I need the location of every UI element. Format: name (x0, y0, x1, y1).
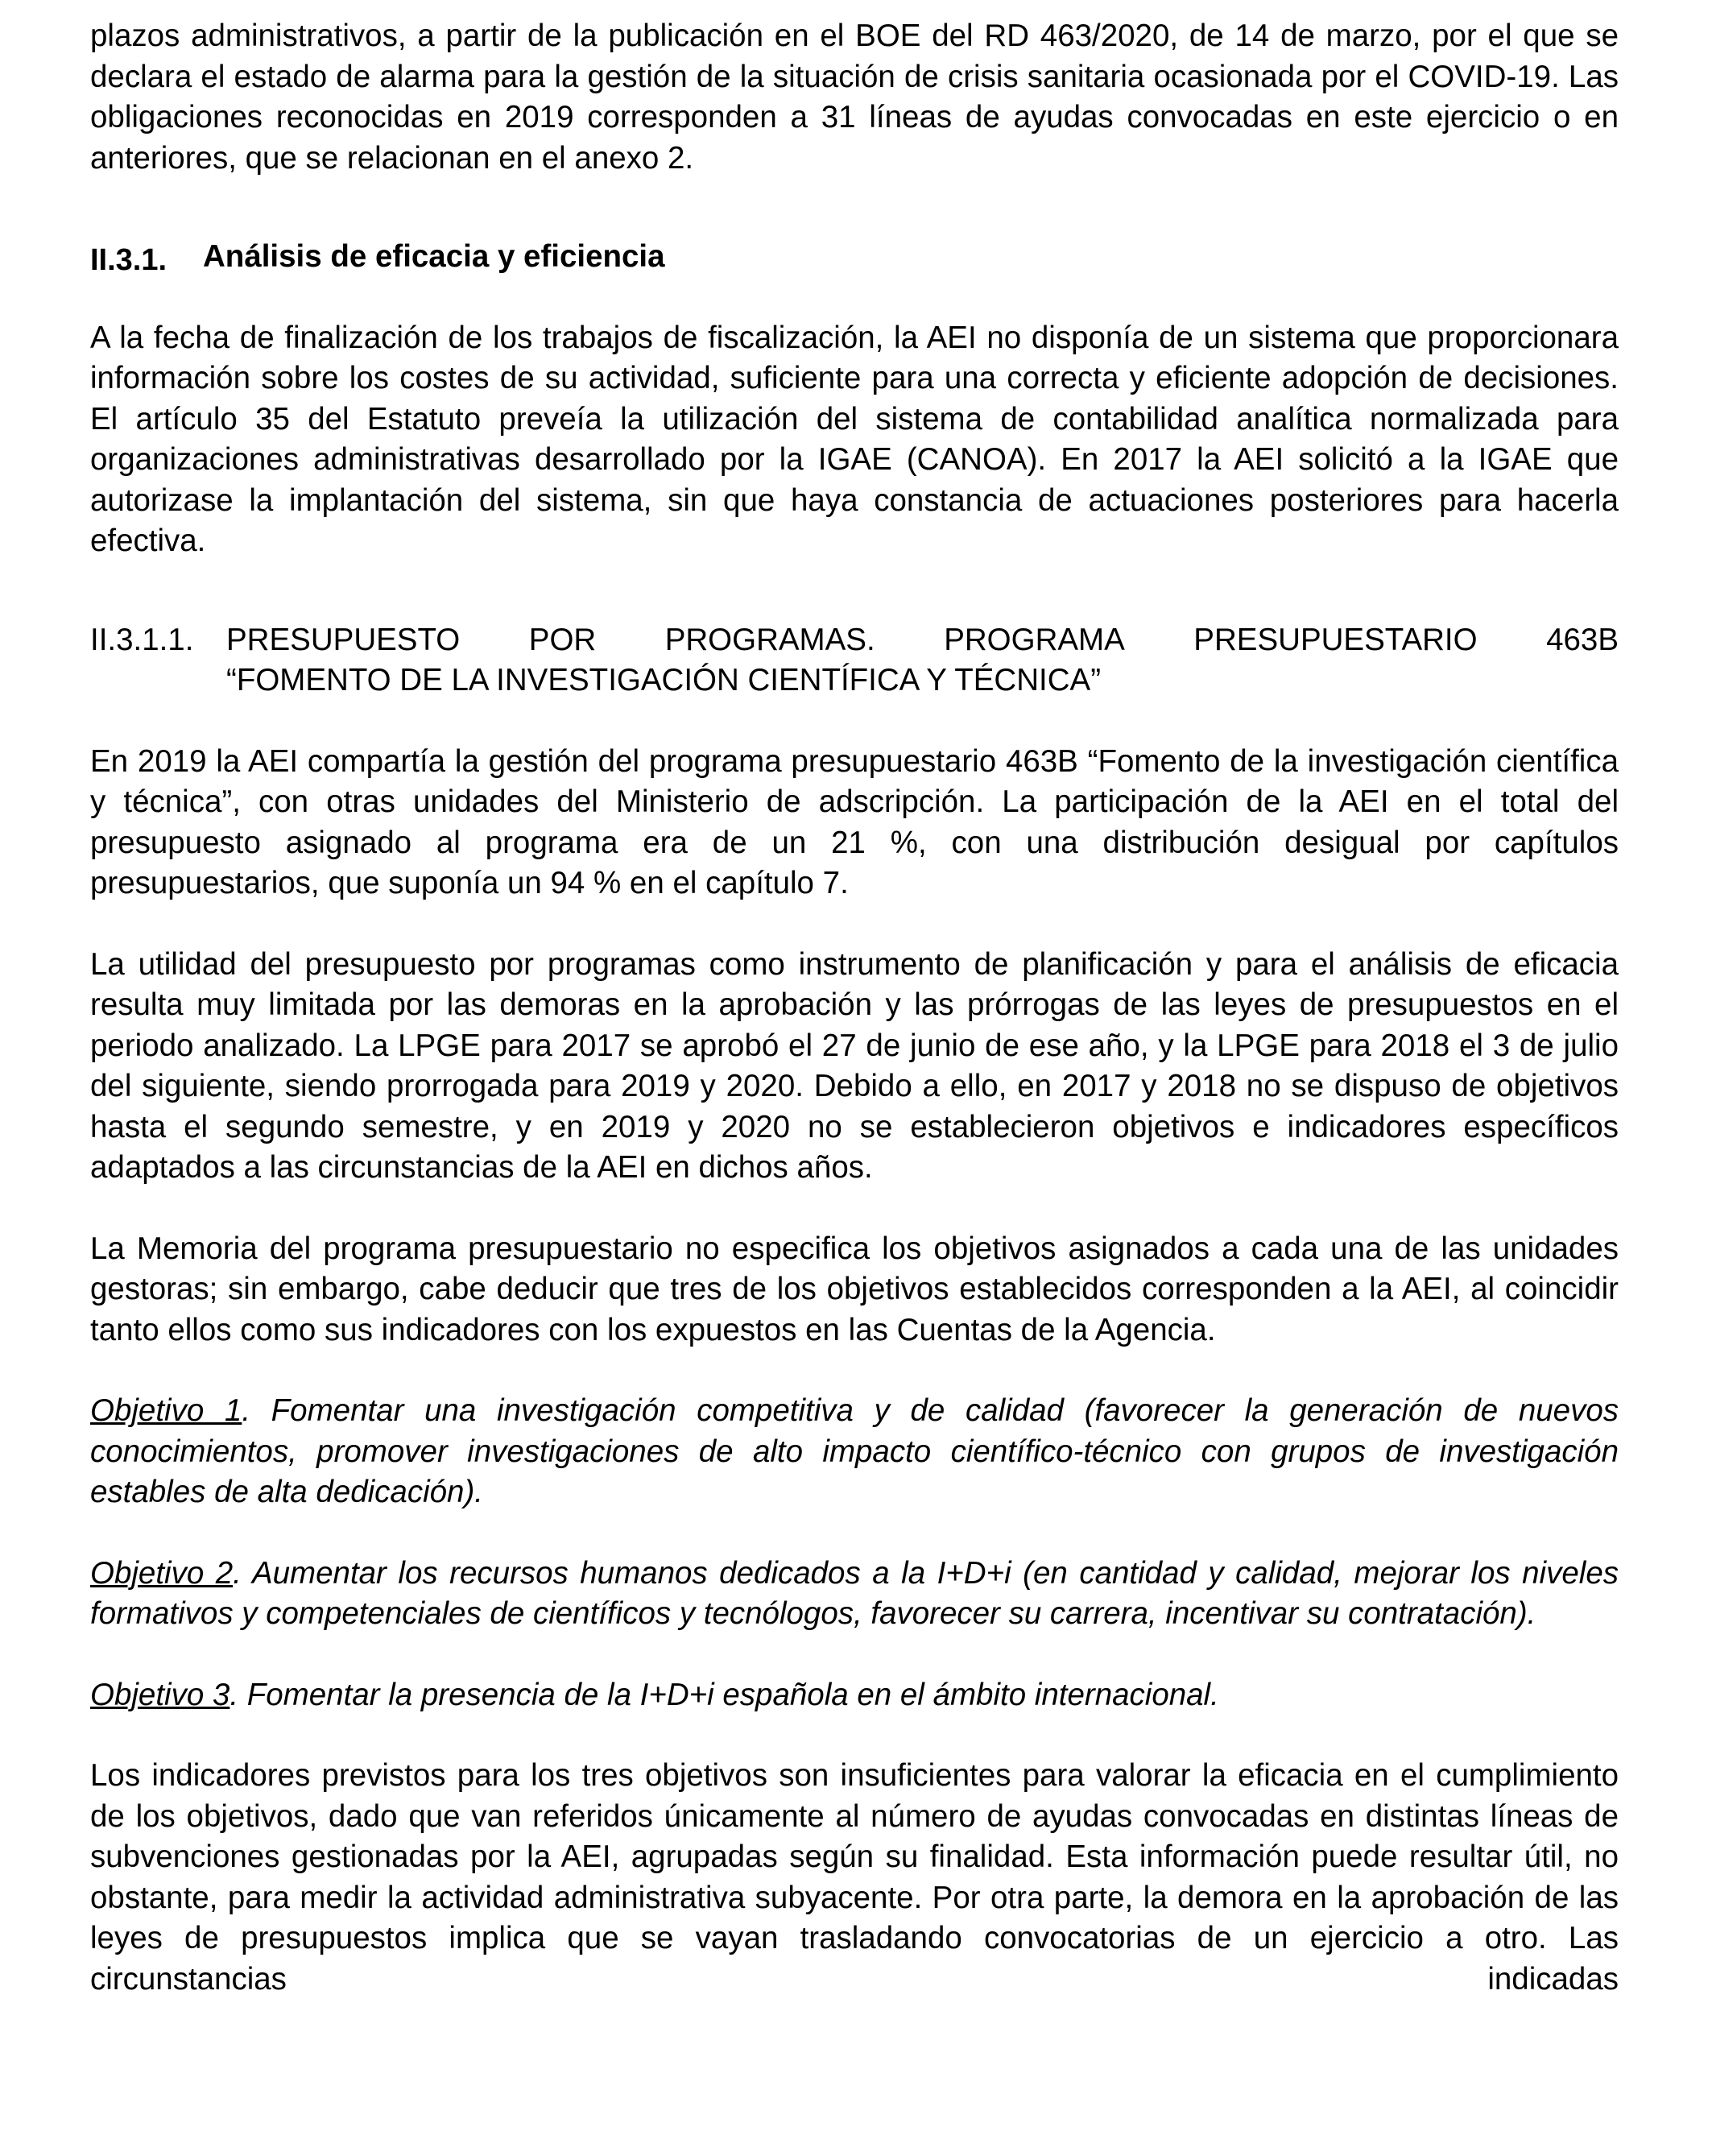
paragraph-programa: En 2019 la AEI compartía la gestión del programa presupuestario 463B “Fomento de la investigación científica y técnica”, con otras unidades del Ministerio de adscripción. La participación de la AEI en el total del presupuesto asignado al programa era de un 21 %, con una distribución desigual por capítulos presupuestarios, que suponía un 94 % en el capítulo 7. (90, 743, 1619, 900)
subsection-heading-title (226, 620, 1619, 701)
document-page (90, 16, 1619, 2000)
paragraph-indicadores: Los indicadores previstos para los tres objetivos son insuficientes para valorar la eficacia en el cumplimiento de los objetivos, dado que van referidos únicamente al número de ayudas convocadas en distintas líneas de subvenciones gestionadas por la AEI, agrupadas según su finalidad. Esta información puede resultar útil, no obstante, para medir la actividad administrativa subyacente. Por otra parte, la demora en la aprobación de las leyes de presupuestos implica que se vayan trasladando convocatorias de un ejercicio a otro. Las circunstancias indicadas (90, 1758, 1619, 1997)
objetivo-3-label: Objetivo 3 (90, 1677, 230, 1712)
section-heading-title: Análisis de eficacia y eficiencia (203, 239, 665, 274)
subsection-heading-number: II.3.1.1. (90, 622, 194, 657)
subsection-heading (90, 620, 1619, 701)
paragraph-eficacia: A la fecha de finalización de los trabajos de fiscalización, la AEI no disponía de un sistema que proporcionara información sobre los costes de su actividad, suficiente para una correcta y eficiente adopción de decisiones. El artículo 35 del Estatuto preveía la utilización del sistema de contabilidad analítica normalizada para organizaciones administrativas desarrollado por la IGAE (CANOA). En 2017 la AEI solicitó a la IGAE que autorizase la implantación del sistema, sin que haya constancia de actuaciones posteriores para hacerla efectiva. (90, 320, 1619, 558)
objetivo-2 (90, 1554, 1619, 1635)
paragraph-utilidad: La utilidad del presupuesto por programas como instrumento de planificación y para el análisis de eficacia resulta muy limitada por las demoras en la aprobación y las prórrogas de las leyes de presupuestos en el periodo analizado. La LPGE para 2017 se aprobó el 27 de junio de ese año, y la LPGE para 2018 el 3 de julio del siguiente, siendo prorrogada para 2019 y 2020. Debido a ello, en 2017 y 2018 no se dispuso de objetivos hasta el segundo semestre, y en 2019 y 2020 no se establecieron objetivos e indicadores específicos adaptados a las circunstancias de la AEI en dichos años. (90, 946, 1619, 1185)
objetivo-2-label: Objetivo 2 (90, 1555, 234, 1591)
objetivo-1 (90, 1391, 1619, 1513)
subsection-heading-word: POR (528, 622, 597, 657)
section-heading-number: II.3.1. (90, 243, 167, 277)
objetivo-1-label: Objetivo 1 (90, 1393, 242, 1428)
objetivo-3-text: . Fomentar la presencia de la I+D+i española en el ámbito internacional. (230, 1677, 1219, 1712)
subsection-heading-line2: “FOMENTO DE LA INVESTIGACIÓN CIENTÍFICA Y TÉCNICA” (226, 663, 1102, 697)
paragraph-intro: plazos administrativos, a partir de la publicación en el BOE del RD 463/2020, de 14 de marzo, por el que se declara el estado de alarma para la gestión de la situación de crisis sanitaria ocasionada por el COVID-19. Las obligaciones reconocidas en 2019 corresponden a 31 líneas de ayudas convocadas en este ejercicio o en anteriores, que se relacionan en el anexo 2. (90, 19, 1619, 176)
subsection-heading-word: 463B (1546, 622, 1619, 657)
paragraph-memoria: La Memoria del programa presupuestario no especifica los objetivos asignados a cada una de las unidades gestoras; sin embargo, cabe deducir que tres de los objetivos establecidos corresponden a la AEI, al coincidir tanto ellos como sus indicadores con los expuestos en las Cuentas de la Agencia. (90, 1231, 1619, 1347)
subsection-heading-word: PROGRAMA (944, 622, 1125, 657)
subsection-heading-word: PRESUPUESTARIO (1193, 622, 1478, 657)
objetivo-3 (90, 1675, 1619, 1716)
subsection-heading-word: PROGRAMAS. (664, 622, 875, 657)
objetivo-1-text: . Fomentar una investigación competitiva y de calidad (favorecer la generación de nuevos conocimientos, promover investigaciones de alto impacto científico-técnico con grupos de investigación estables de alta dedicación). (90, 1393, 1619, 1509)
subsection-heading-word: PRESUPUESTO (226, 622, 461, 657)
section-heading (90, 237, 1619, 278)
subsection-heading-line1 (226, 620, 1619, 661)
objetivo-2-text: . Aumentar los recursos humanos dedicados a la I+D+i (en cantidad y calidad, mejorar los niveles formativos y competenciales de científicos y tecnólogos, favorecer su carrera, incentivar su contratación). (90, 1555, 1619, 1631)
